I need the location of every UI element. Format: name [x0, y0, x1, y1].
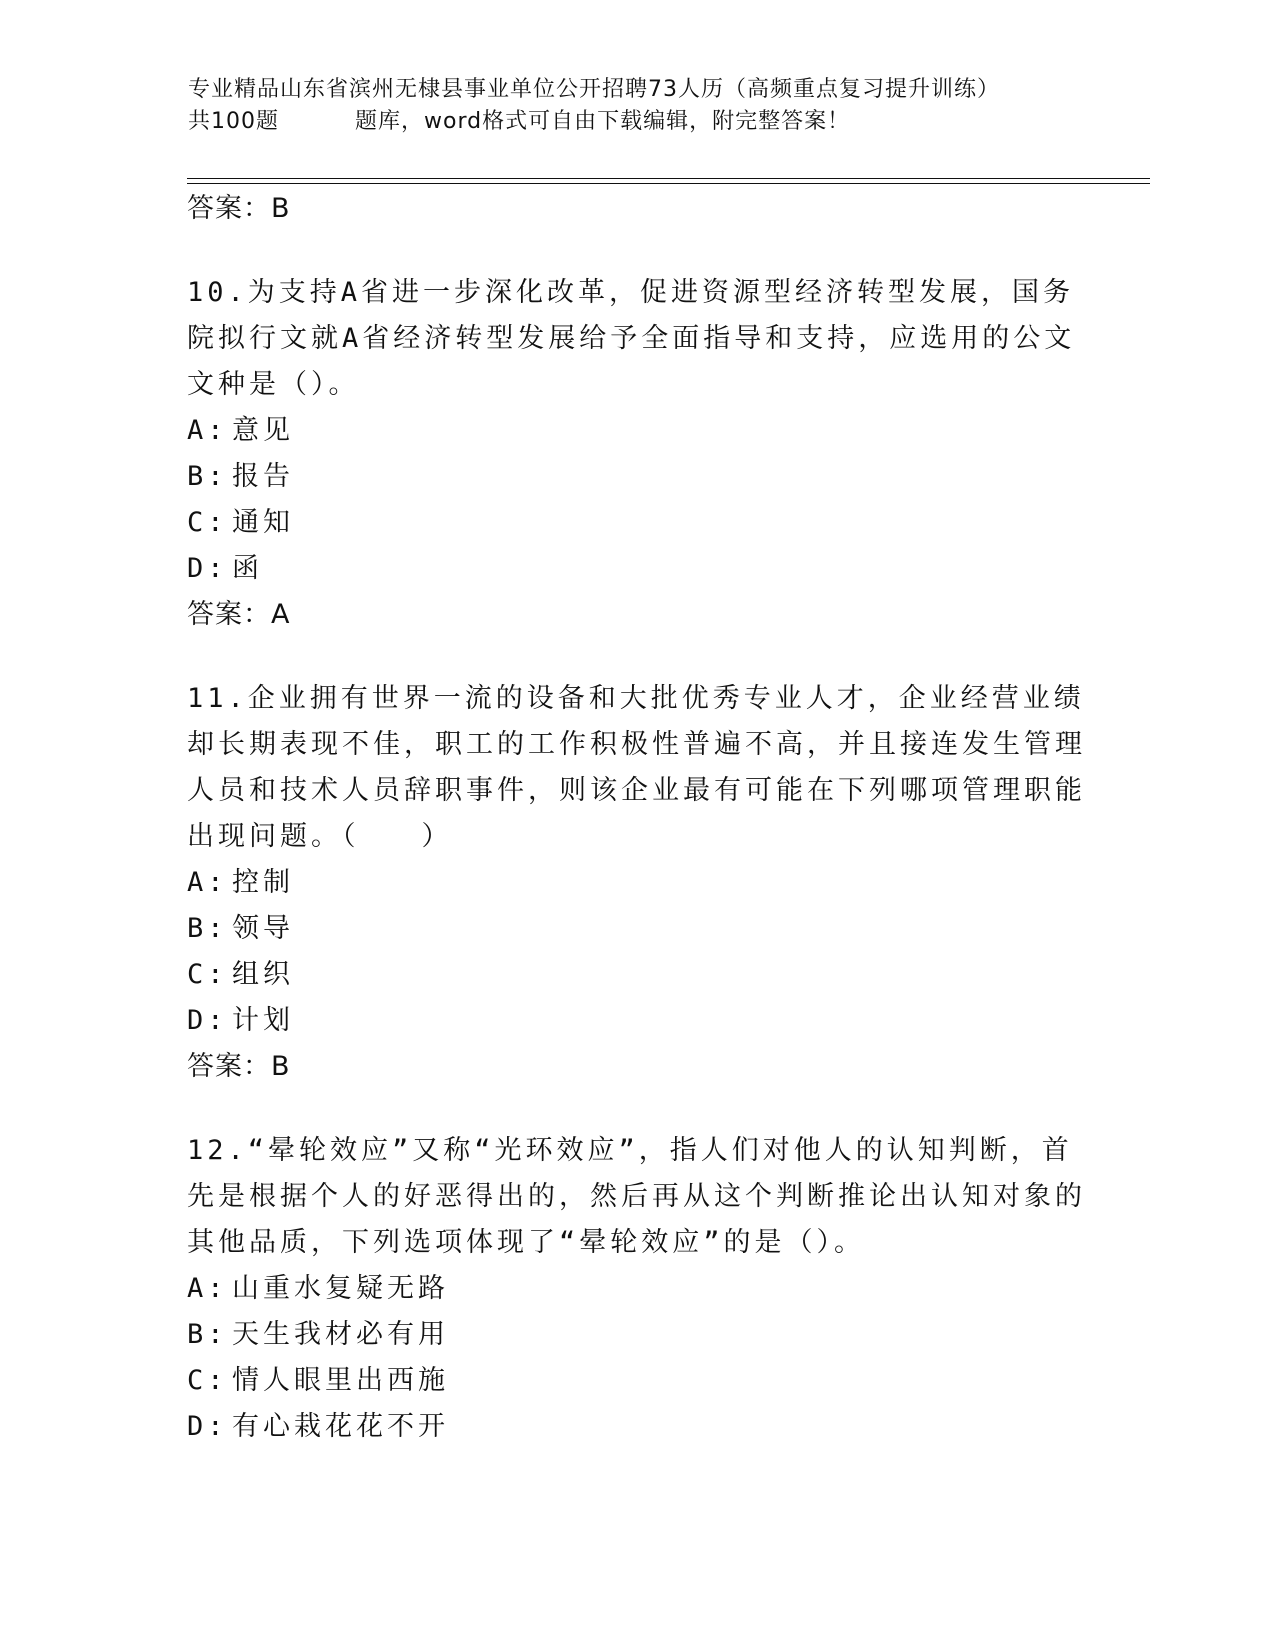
option-c	[187, 1358, 1087, 1404]
option-d	[187, 546, 1087, 592]
option-text: 情人眼里出西施	[232, 1365, 449, 1396]
option-text: 控制	[232, 867, 294, 898]
option-a	[187, 408, 1087, 454]
option-letter: D:	[187, 1411, 228, 1442]
option-letter: B:	[187, 913, 228, 944]
header-description: 题库，word格式可自由下载编辑，附完整答案！	[355, 109, 851, 134]
option-letter: B:	[187, 461, 228, 492]
option-a	[187, 1266, 1087, 1312]
option-letter: A:	[187, 415, 228, 446]
question-text: 10.为支持A省进一步深化改革，促进资源型经济转型发展，国务院拟行文就A省经济转型发展给予全面指导和支持，应选用的公文文种是（）。	[187, 277, 1076, 400]
option-letter: D:	[187, 553, 228, 584]
option-text: 山重水复疑无路	[232, 1273, 449, 1304]
option-letter: A:	[187, 1273, 228, 1304]
option-b	[187, 454, 1087, 500]
option-text: 函	[232, 553, 263, 584]
question-11	[187, 676, 1087, 1090]
option-text: 组织	[232, 959, 294, 990]
option-text: 有心栽花花不开	[232, 1411, 449, 1442]
option-letter: C:	[187, 959, 228, 990]
option-d	[187, 1404, 1087, 1450]
option-b	[187, 906, 1087, 952]
previous-answer: 答案：B	[187, 193, 291, 224]
question-answer: 答案：B	[187, 1051, 291, 1082]
option-b	[187, 1312, 1087, 1358]
option-letter: B:	[187, 1319, 228, 1350]
option-text: 报告	[232, 461, 294, 492]
option-c	[187, 952, 1087, 998]
option-text: 意见	[232, 415, 294, 446]
option-letter: C:	[187, 1365, 228, 1396]
header-divider-top	[187, 178, 1150, 179]
question-12	[187, 1128, 1087, 1450]
question-10	[187, 270, 1087, 638]
option-text: 计划	[232, 1005, 294, 1036]
page-header	[188, 74, 1148, 138]
option-letter: A:	[187, 867, 228, 898]
document-body	[187, 186, 1087, 1450]
option-text: 天生我材必有用	[232, 1319, 449, 1350]
option-c	[187, 500, 1087, 546]
option-text: 领导	[232, 913, 294, 944]
header-title: 专业精品山东省滨州无棣县事业单位公开招聘73人历（高频重点复习提升训练）	[188, 77, 1000, 102]
option-text: 通知	[232, 507, 294, 538]
option-letter: D:	[187, 1005, 228, 1036]
header-question-count: 共100题	[188, 109, 279, 134]
question-text: 11.企业拥有世界一流的设备和大批优秀专业人才，企业经营业绩却长期表现不佳，职工的工作积极性普遍不高，并且接连发生管理人员和技术人员辞职事件，则该企业最有可能在下列哪项管理职能出现问题。（ ）	[187, 683, 1086, 852]
option-letter: C:	[187, 507, 228, 538]
option-a	[187, 860, 1087, 906]
option-d	[187, 998, 1087, 1044]
question-answer: 答案：A	[187, 599, 291, 630]
header-divider-bottom	[187, 183, 1150, 184]
header-subtitle	[188, 106, 1148, 138]
question-text: 12.“晕轮效应”又称“光环效应”，指人们对他人的认知判断，首先是根据个人的好恶得出的，然后再从这个判断推论出认知对象的其他品质，下列选项体现了“晕轮效应”的是（）。	[187, 1135, 1086, 1258]
